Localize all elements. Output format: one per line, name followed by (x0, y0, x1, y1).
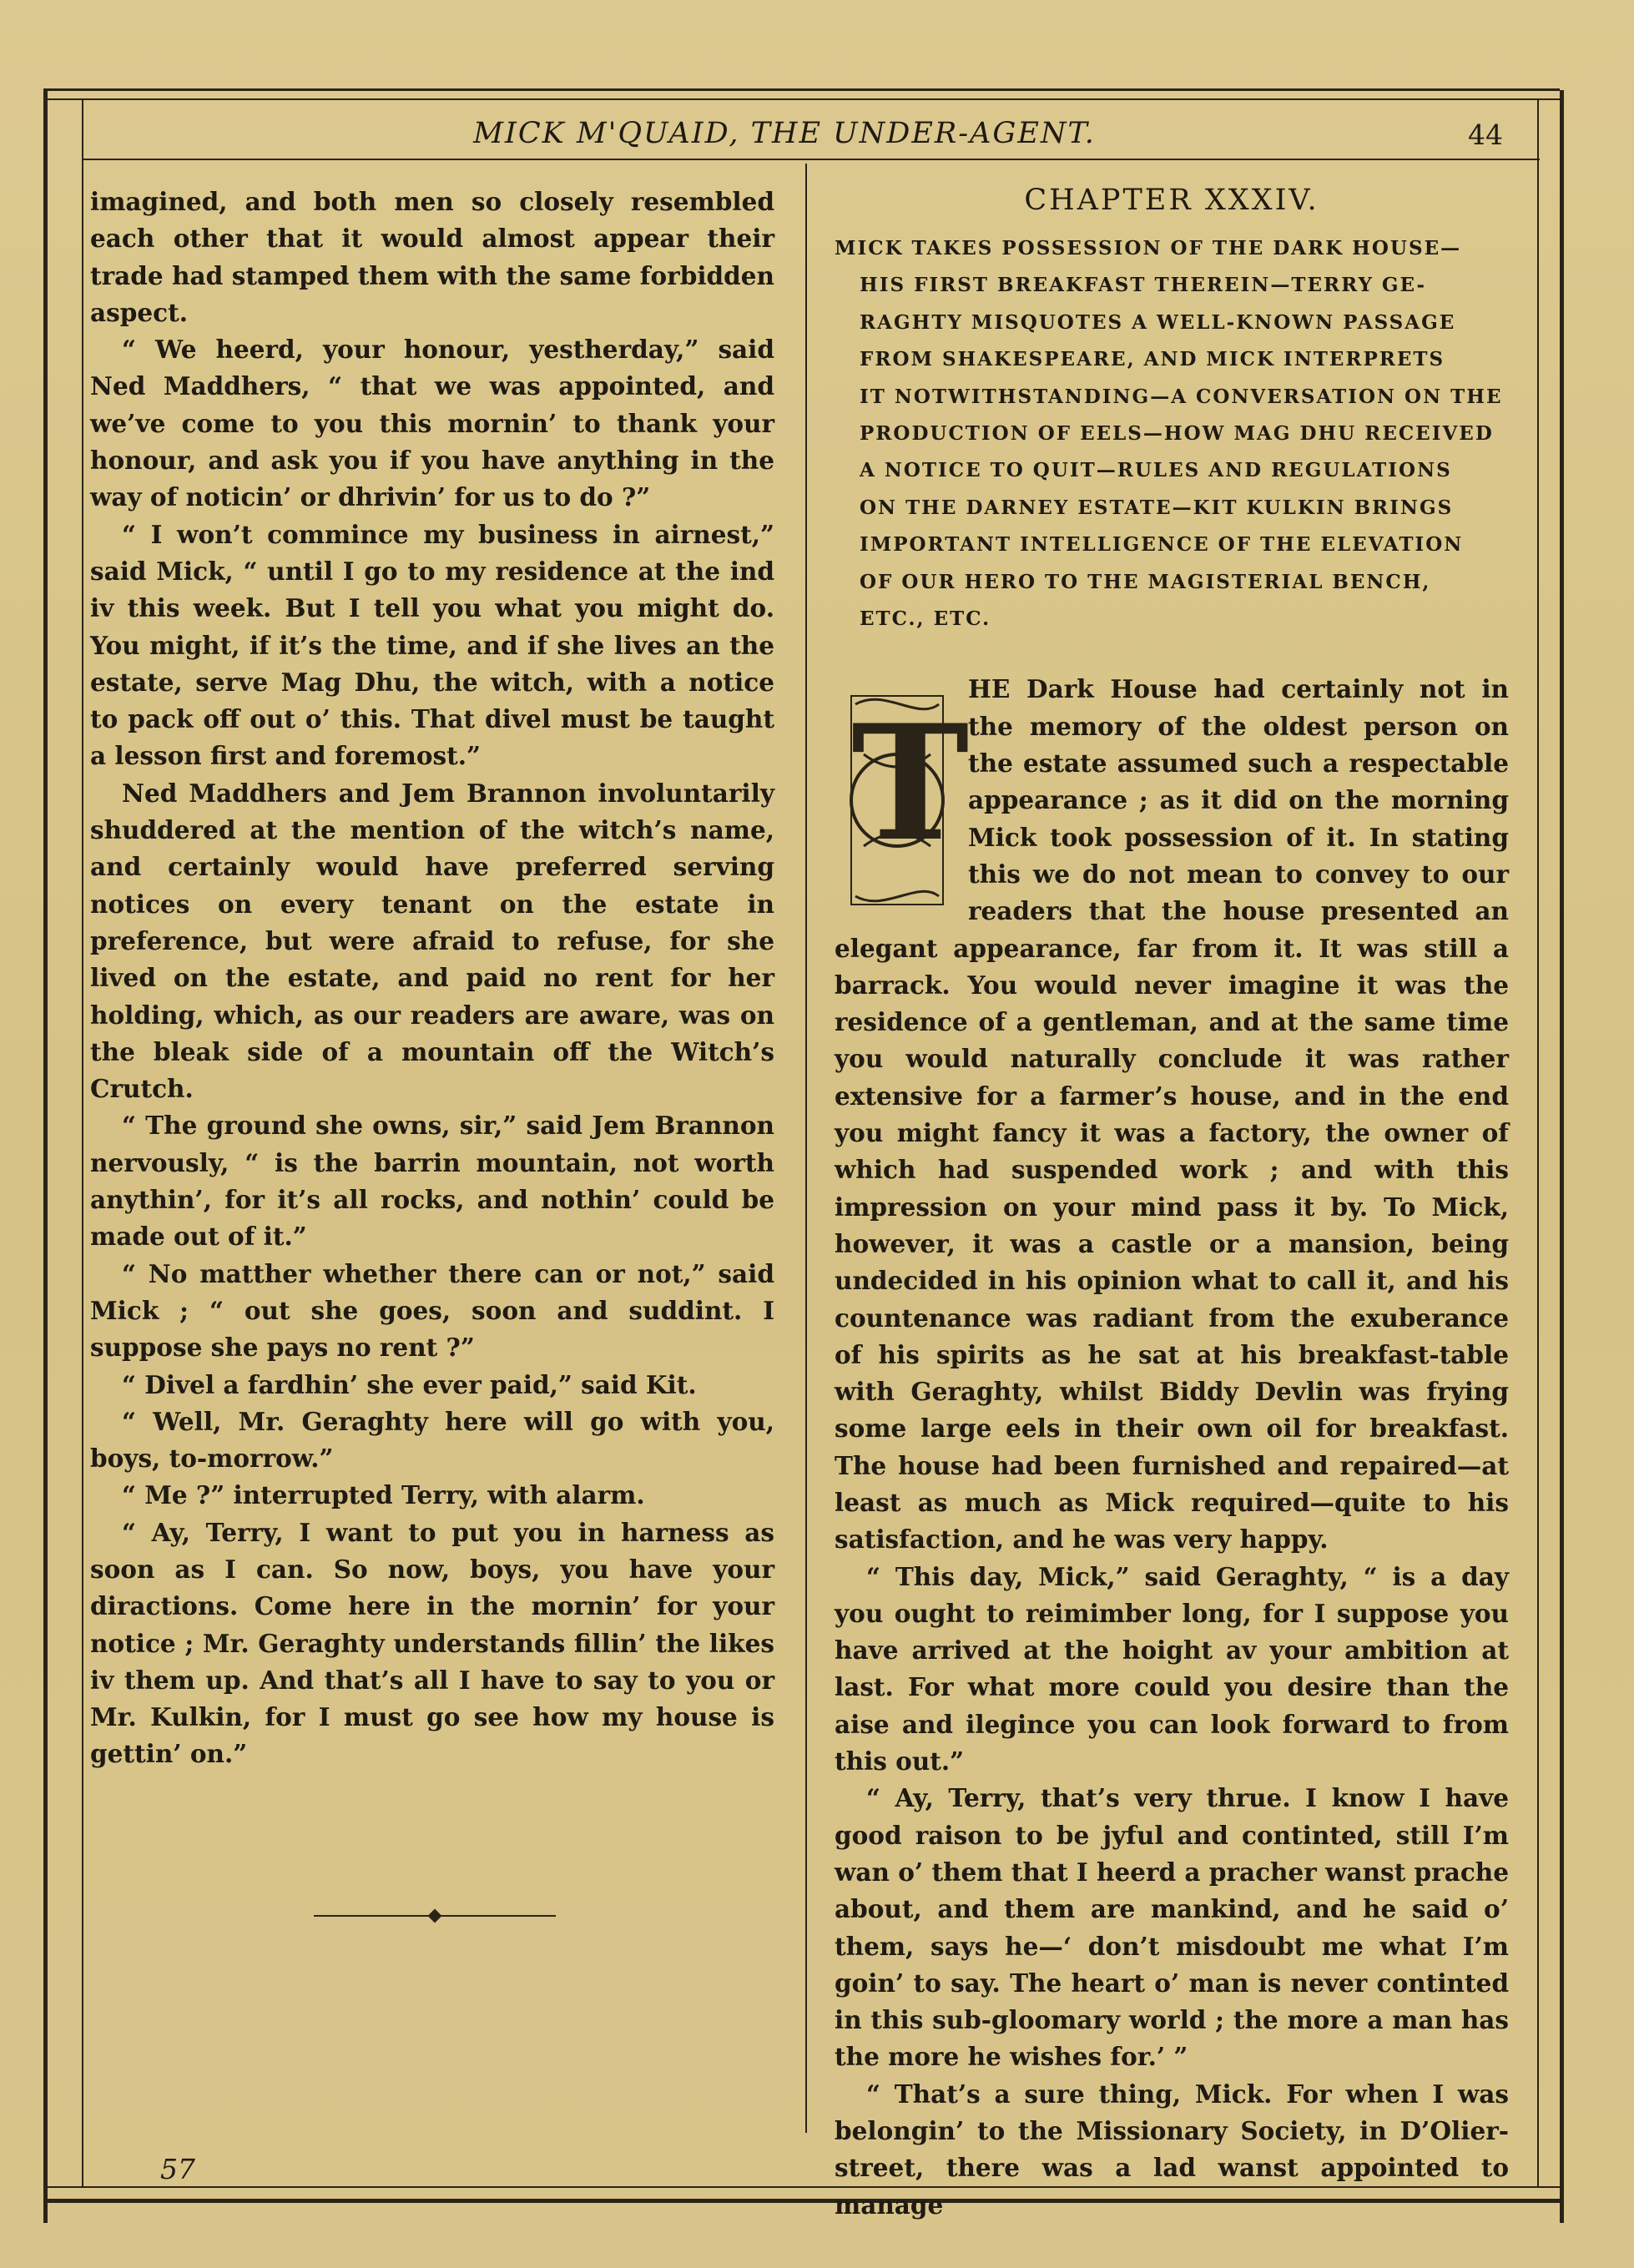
synopsis-line: IMPORTANT INTELLIGENCE OF THE ELEVATION (860, 533, 1464, 557)
synopsis-line: RAGHTY MISQUOTES A WELL-KNOWN PASSAGE (860, 310, 1456, 334)
synopsis-line: A NOTICE TO QUIT—RULES AND REGULATIONS (860, 459, 1452, 482)
chapter-body (835, 671, 1509, 2223)
page-number: 44 (1468, 118, 1503, 151)
right-paragraph: HE Dark House had certainly not in the memory of the oldest person on the estate assumed such a respectable appearance ; as it did on the morning Mick took possession of it. In stating this we do not mean to convey to our readers that the house presented an elegant appearance, far from it. It was still a barrack. You would never imagine it was the residence of a gentleman, and at the same time you would naturally conclude it was rather extensive for a farmer’s house, and in the end you might fancy it was a factory, the owner of which had suspended work ; and with this impression on your mind pass it by. To Mick, however, it was a castle or a mansion, being undecided in his opinion what to call it, and his countenance was radiant from the exuberance of his spirits as he sat at his breakfast-table with Geraghty, whilst Biddy Devlin was frying some large eels in their own oil for breakfast. The house had been furnished and repaired—at least as much as Mick required—quite to his satisfaction, and he was very happy. (835, 674, 1509, 1555)
chapter-title: CHAPTER XXXIV. (1024, 184, 1319, 217)
drop-cap-letter: T (851, 690, 970, 877)
synopsis-line: ETC., ETC. (860, 607, 991, 631)
left-paragraph: “ I won’t commince my business in airnest,” said Mick, “ until I go to my residence at the ind iv this week. But I tell you what you might do. You might, if it’s the time, and if she lives an the estate, serve Mag Dhu, the witch, with a notice to pack off out o’ this. That divel must be taught a lesson first and foremost.” (90, 519, 774, 771)
end-ornament (314, 1915, 556, 1917)
left-paragraph: Ned Maddhers and Jem Brannon involuntarily shuddered at the mention of the witch’s name, and certainly would have preferred serving notices on every tenant on the estate in preference, but were afraid to refuse, for she lived on the estate, and paid no rent for her holding, which, as our readers are aware, was on the bleak side of a mountain off the Witch’s Crutch. (90, 778, 774, 1104)
synopsis-line: PRODUCTION OF EELS—HOW MAG DHU RECEIVED (860, 422, 1494, 446)
synopsis-line: MICK TAKES POSSESSION OF THE DARK HOUSE— (835, 237, 1462, 260)
header-rule (83, 159, 1540, 160)
left-paragraph: “ Me ?” interrupted Terry, with alarm. (122, 1480, 645, 1510)
inner-frame-left (82, 100, 83, 2186)
left-column (90, 184, 774, 1773)
left-paragraph: “ Well, Mr. Geraghty here will go with you, boys, to-morrow.” (90, 1406, 774, 1474)
column-divider (805, 164, 807, 2133)
drop-cap-ornament (835, 671, 970, 921)
synopsis-line: HIS FIRST BREAKFAST THEREIN—TERRY GE- (860, 274, 1427, 297)
inner-frame-right (1537, 100, 1539, 2186)
left-paragraph: “ No matther whether there can or not,” said Mick ; “ out she goes, soon and suddint. I suppose she pays no rent ?” (90, 1258, 774, 1363)
left-paragraph: imagined, and both men so closely resembled each other that it would almost appear their trade had stamped them with the same forbidden aspect. (90, 187, 774, 327)
right-paragraph: “ That’s a sure thing, Mick. For when I was belongin’ to the Missionary Society, in D’Olier-street, there was a lad wanst appointed to manage (835, 2079, 1509, 2220)
right-column (835, 184, 1509, 2224)
synopsis-line: ON THE DARNEY ESTATE—KIT KULKIN BRINGS (860, 496, 1454, 519)
chapter-synopsis (835, 230, 1509, 638)
running-head: MICK M'QUAID, THE UNDER-AGENT. (473, 117, 1096, 150)
right-paragraph: “ Ay, Terry, that’s very thrue. I know I have good raison to be jyful and continted, still I’m wan o’ them that I heerd a pracher wanst prache about, and them are mankind, and he said o’ them, says he—‘ don’t misdoubt me what I’m goin’ to say. The heart o’ man is never continted in this sub-gloomary world ; the more a man has the more he wishes for.’ ” (835, 1783, 1509, 2072)
left-paragraph: “ Ay, Terry, I want to put you in harness as soon as I can. So now, boys, you have your diractions. Come here in the mornin’ for your notice ; Mr. Geraghty understands fillin’ the likes iv them up. And that’s all I have to say to you or Mr. Kulkin, for I must go see how my house is gettin’ on.” (90, 1517, 774, 1769)
signature-mark: 57 (160, 2153, 195, 2185)
right-paragraph: “ This day, Mick,” said Geraghty, “ is a day you ought to reimimber long, for I suppose you have arrived at the hoight av your ambition at last. For what more could you desire than the aise and ilegince you can look forward to from this out.” (835, 1561, 1509, 1777)
synopsis-line: OF OUR HERO TO THE MAGISTERIAL BENCH, (860, 570, 1431, 593)
left-paragraph: “ Divel a fardhin’ she ever paid,” said Kit. (122, 1369, 697, 1399)
left-paragraph: “ The ground she owns, sir,” said Jem Brannon nervously, “ is the barrin mountain, not worth anythin’, for it’s all rocks, and nothin’ could be made out of it.” (90, 1111, 774, 1252)
left-paragraph: “ We heerd, your honour, yestherday,” said Ned Maddhers, “ that we was appointed, and we’ve come to you this mornin’ to thank your honour, and ask you if you have anything in the way of noticin’ or dhrivin’ for us to do ?” (90, 335, 774, 512)
synopsis-line: FROM SHAKESPEARE, AND MICK INTERPRETS (860, 348, 1445, 371)
synopsis-line: IT NOTWITHSTANDING—A CONVERSATION ON THE (860, 385, 1503, 408)
